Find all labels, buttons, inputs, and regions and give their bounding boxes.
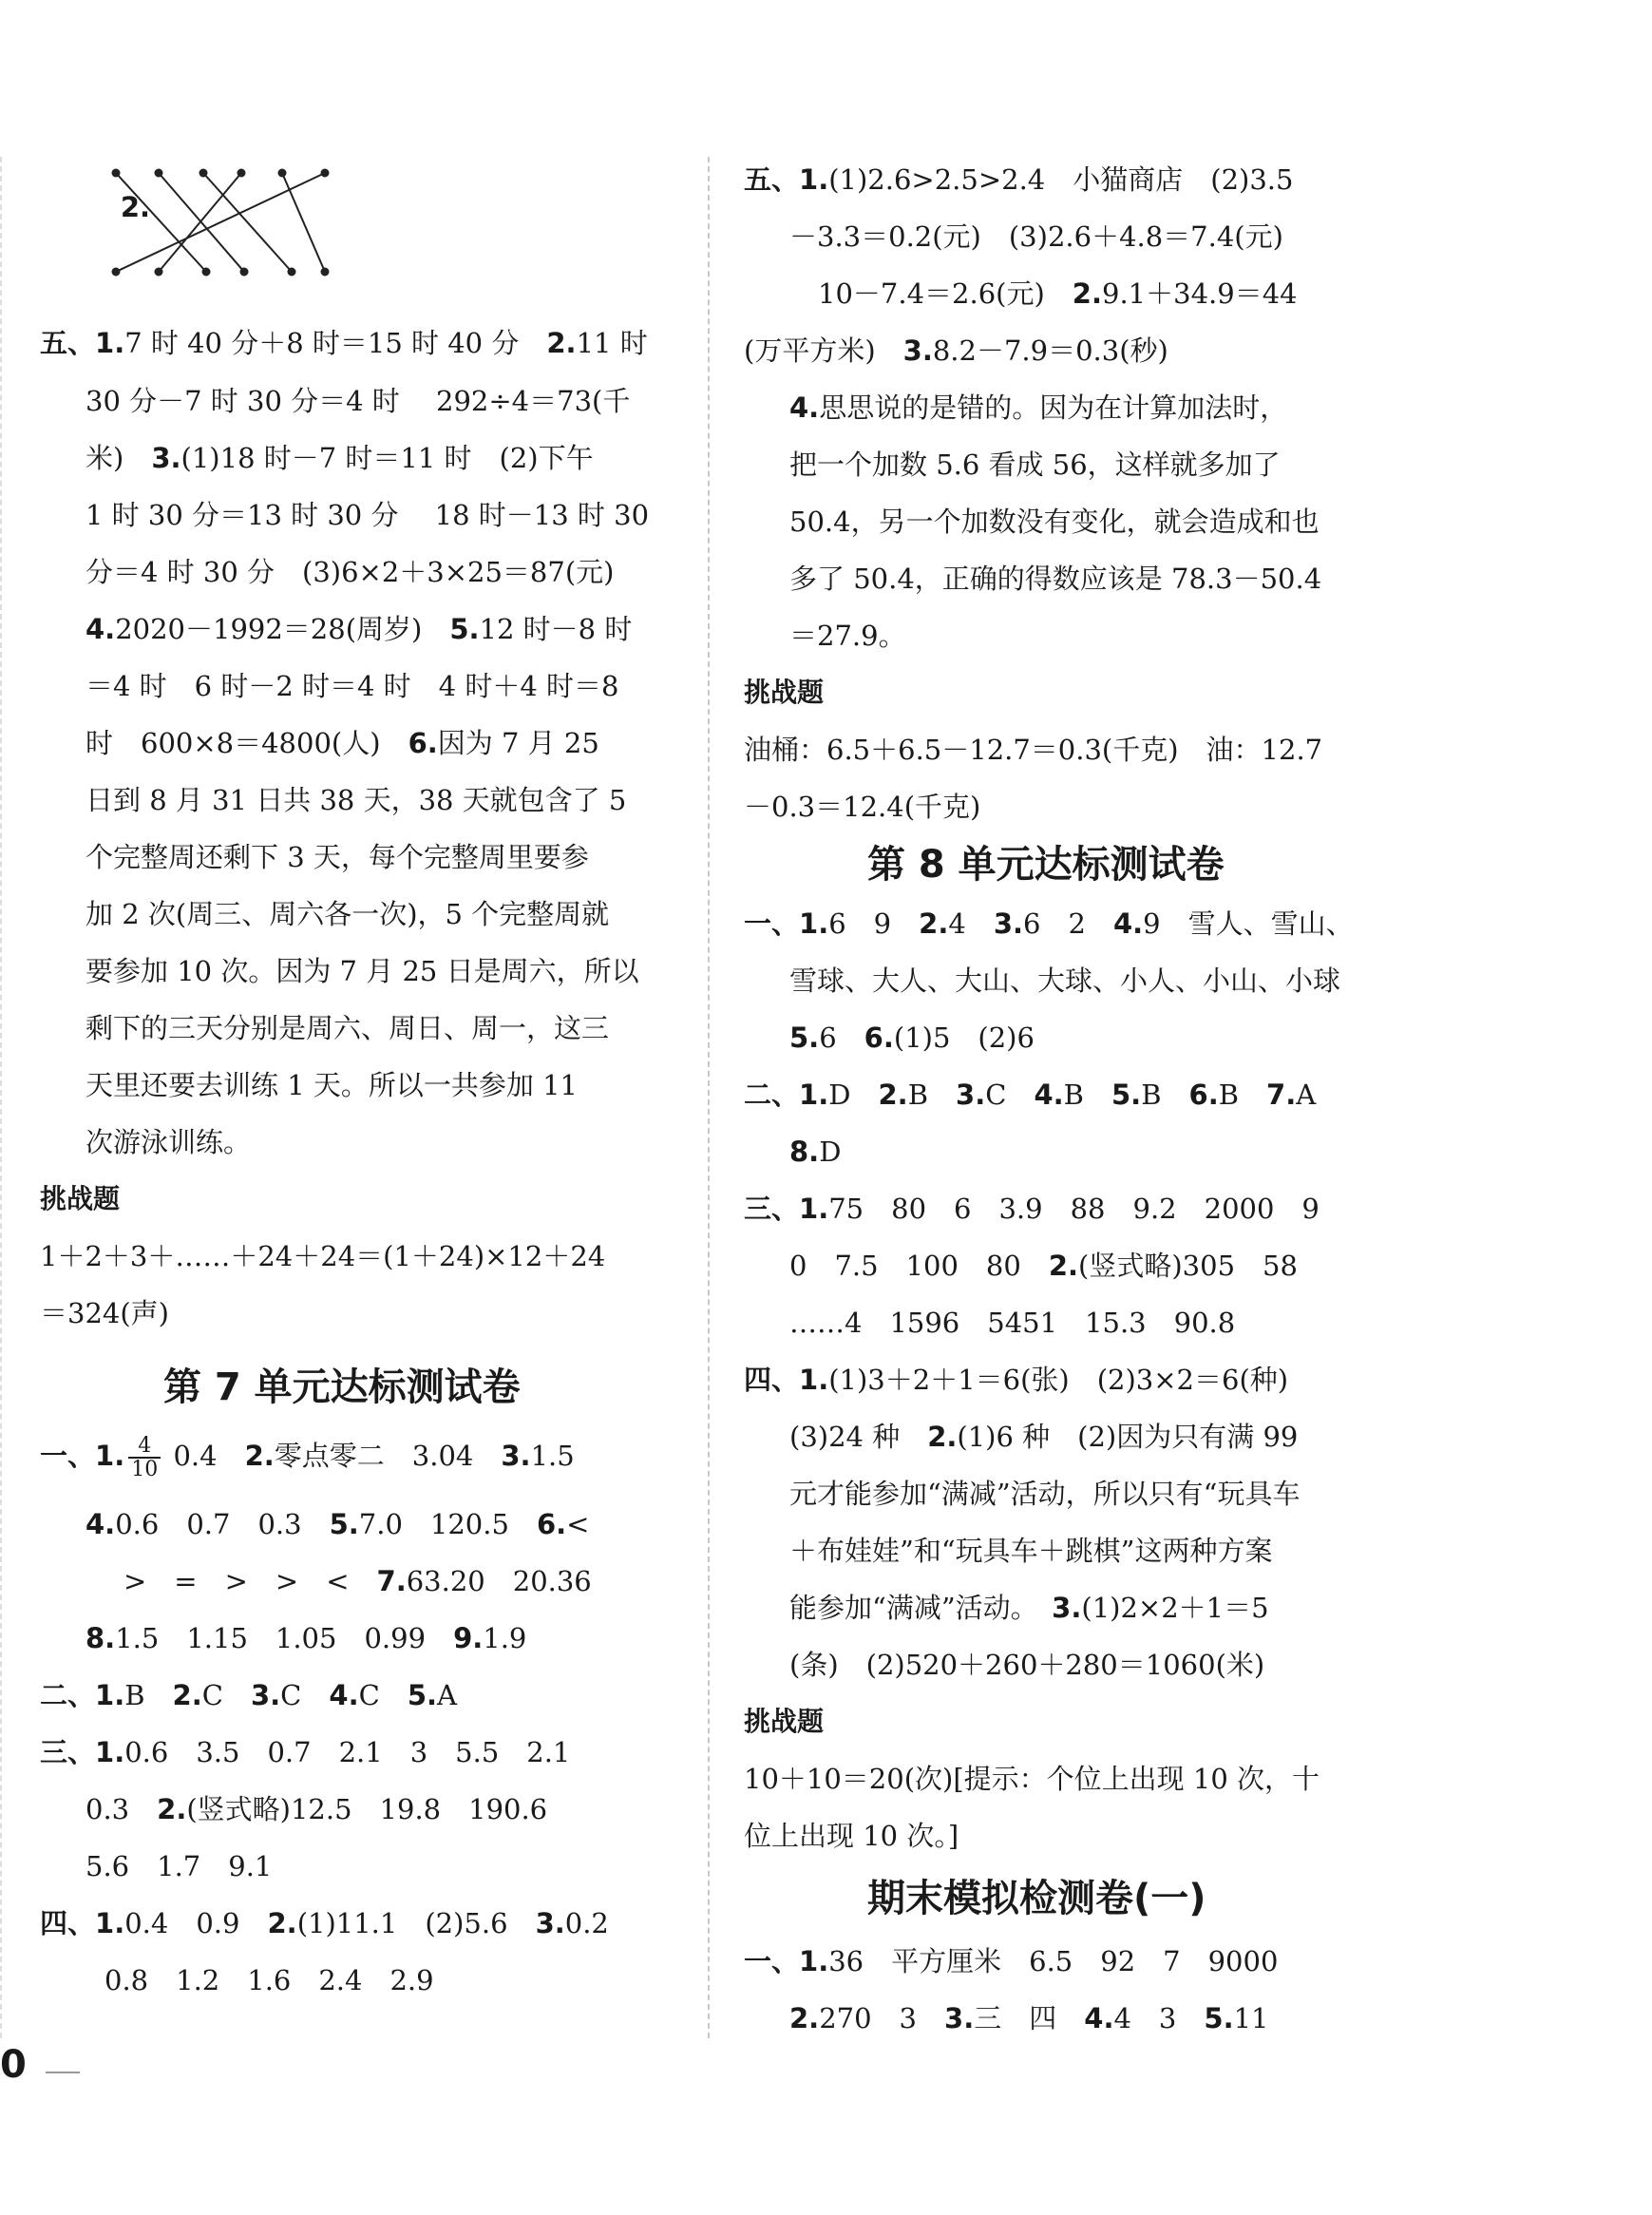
sec5-line1: 五、1.7 时 40 分＋8 时＝15 时 40 分 2.11 时 — [40, 327, 648, 359]
r-sec5-line9: ＝27.9。 — [789, 620, 906, 652]
unit8-title: 第 8 单元达标测试卷 — [867, 843, 1225, 887]
r-sec5-line8: 多了 50.4，正确的得数应该是 78.3－50.4 — [789, 563, 1322, 595]
sec5-line11: 加 2 次(周三、周六各一次)，5 个完整周就 — [85, 898, 610, 930]
unit7-s2-line1: 二、1.B 2.C 3.C 4.C 5.A — [40, 1679, 457, 1711]
challenge2-line2: －0.3＝12.4(千克) — [744, 791, 981, 823]
final-s1-line2: 2.270 3 3.三 四 4.4 3 5.11 — [789, 2002, 1269, 2034]
r-sec5-line1: 五、1.(1)2.6>2.5>2.4 小猫商店 (2)3.5 — [744, 163, 1294, 196]
unit8-s2-line2: 8.D — [789, 1136, 842, 1168]
unit7-s1-line4: 8.1.5 1.15 1.05 0.99 9.1.9 — [85, 1622, 527, 1654]
unit7-s1-line1: 一、1. $\frac{4}{10}$ 0.4 2.零点零二 3.04 3.1.5 — [40, 1434, 575, 1482]
matching-lines-diagram — [111, 165, 396, 279]
page-number-dash — [46, 2072, 80, 2073]
unit8-s3-line2: 0 7.5 100 80 2.(竖式略)305 58 — [789, 1250, 1298, 1282]
final-s1-line1: 一、1.36 平方厘米 6.5 92 7 9000 — [744, 1945, 1279, 1977]
unit8-s4-line1: 四、1.(1)3＋2＋1＝6(张) (2)3×2＝6(种) — [744, 1364, 1289, 1396]
unit8-s1-line1: 一、1.6 9 2.4 3.6 2 4.9 雪人、雪山、 — [744, 907, 1354, 940]
challenge3-line2: 位上出现 10 次。] — [744, 1820, 959, 1852]
challenge-line2: ＝324(声) — [40, 1297, 169, 1329]
sec5-line12: 要参加 10 次。因为 7 月 25 日是周六，所以 — [85, 955, 639, 987]
r-sec5-line7: 50.4，另一个加数没有变化，就会造成和也 — [789, 506, 1320, 538]
r-sec5-line6: 把一个加数 5.6 看成 56，这样就多加了 — [789, 449, 1281, 481]
sec5-line4: 1 时 30 分＝13 时 30 分 18 时－13 时 30 — [85, 499, 650, 531]
sec5-line2: 30 分－7 时 30 分＝4 时 292÷4＝73(千 — [85, 385, 631, 417]
sec5-line13: 剩下的三天分别是周六、周日、周一，这三 — [85, 1012, 610, 1044]
unit8-s4-line6: (条) (2)520＋260＋280＝1060(米) — [789, 1649, 1265, 1681]
unit8-s4-line3: 元才能参加“满减”活动，所以只有“玩具车 — [789, 1478, 1301, 1510]
unit7-s1-line2: 4.0.6 0.7 0.3 5.7.0 120.5 6.< — [85, 1508, 590, 1540]
sec5-line8: 时 600×8＝4800(人) 6.因为 7 月 25 — [85, 727, 599, 759]
challenge-line1: 1＋2＋3＋……＋24＋24＝(1＋24)×12＋24 — [40, 1240, 606, 1272]
challenge-heading-2: 挑战题 — [744, 677, 825, 708]
r-sec5-line5: 4.思思说的是错的。因为在计算加法时， — [789, 391, 1288, 424]
fraction: $\frac{4}{10}$ — [128, 1435, 161, 1480]
unit8-s4-line2: (3)24 种 2.(1)6 种 (2)因为只有满 99 — [789, 1421, 1299, 1453]
unit7-s3-line2: 0.3 2.(竖式略)12.5 19.8 190.6 — [85, 1793, 548, 1825]
sec5-line10: 个完整周还剩下 3 天，每个完整周里要参 — [85, 841, 589, 873]
unit8-s4-line4: ＋布娃娃”和“玩具车＋跳棋”这两种方案 — [789, 1535, 1273, 1567]
page-number: 0 — [0, 2043, 27, 2087]
r-sec5-line2: －3.3＝0.2(元) (3)2.6＋4.8＝7.4(元) — [789, 220, 1283, 253]
question-2-matching: 2. — [120, 191, 151, 223]
left-margin-dashed-line — [0, 157, 2, 2038]
sec5-line6: 4.2020－1992＝28(周岁) 5.12 时－8 时 — [85, 613, 633, 645]
unit8-s2-line1: 二、1.D 2.B 3.C 4.B 5.B 6.B 7.A — [744, 1079, 1317, 1111]
r-sec5-line3: 10－7.4＝2.6(元) 2.9.1＋34.9＝44 — [818, 277, 1298, 310]
final-exam-title: 期末模拟检测卷(一) — [867, 1877, 1206, 1920]
unit7-s3-line1: 三、1.0.6 3.5 0.7 2.1 3 5.5 2.1 — [40, 1736, 571, 1768]
unit7-s4-line1: 四、1.0.4 0.9 2.(1)11.1 (2)5.6 3.0.2 — [40, 1907, 609, 1939]
sec5-line3: 米) 3.(1)18 时－7 时＝11 时 (2)下午 — [85, 442, 594, 474]
unit8-s1-line2: 雪球、大人、大山、大球、小人、小山、小球 — [789, 964, 1341, 997]
r-sec5-line4: (万平方米) 3.8.2－7.9＝0.3(秒) — [744, 334, 1168, 367]
challenge2-line1: 油桶：6.5＋6.5－12.7＝0.3(千克) 油：12.7 — [744, 734, 1323, 766]
sec5-line9: 日到 8 月 31 日共 38 天，38 天就包含了 5 — [85, 784, 627, 816]
unit8-s4-line5: 能参加“满减”活动。 3.(1)2×2＋1＝5 — [789, 1592, 1269, 1624]
challenge-heading-3: 挑战题 — [744, 1706, 825, 1737]
sec5-line15: 次游泳训练。 — [85, 1126, 252, 1158]
unit8-s3-line1: 三、1.75 80 6 3.9 88 9.2 2000 9 — [744, 1193, 1320, 1225]
unit7-s4-line2: 0.8 1.2 1.6 2.4 2.9 — [104, 1964, 434, 1996]
column-divider — [708, 157, 710, 2038]
unit7-s1-line3: > = > > < 7.63.20 20.36 — [123, 1565, 592, 1597]
unit7-s3-line3: 5.6 1.7 9.1 — [85, 1850, 273, 1882]
unit8-s3-line3: ……4 1596 5451 15.3 90.8 — [789, 1307, 1236, 1339]
unit8-s1-line3: 5.6 6.(1)5 (2)6 — [789, 1022, 1035, 1054]
sec5-line7: ＝4 时 6 时－2 时＝4 时 4 时＋4 时＝8 — [85, 670, 619, 702]
sec5-line14: 天里还要去训练 1 天。所以一共参加 11 — [85, 1069, 579, 1101]
unit7-title: 第 7 单元达标测试卷 — [163, 1365, 521, 1409]
sec5-line5: 分＝4 时 30 分 (3)6×2＋3×25＝87(元) — [85, 556, 615, 588]
challenge-heading: 挑战题 — [40, 1183, 121, 1214]
challenge3-line1: 10＋10＝20(次)[提示：个位上出现 10 次，十 — [744, 1763, 1320, 1795]
